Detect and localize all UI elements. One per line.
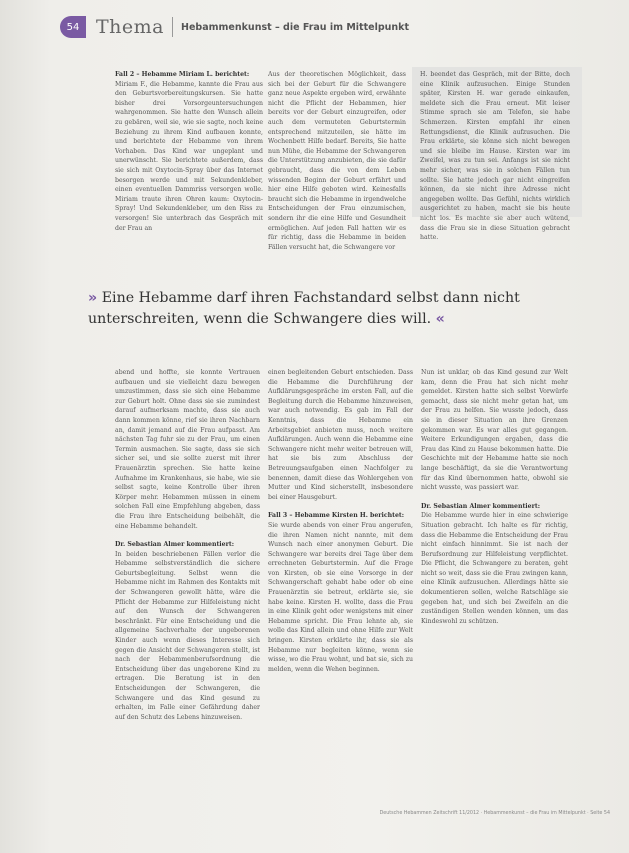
bottom-column-3-text: Nun ist unklar, ob das Kind gesund zur Welt kam, denn die Frau hat sich nicht mehr gemeldet. Kirsten hatte sich selbst Vorwürfe gemacht, dass sie nicht mehr getan hat, um der Frau zu helfen. Sie wusste jedoch, dass sie in dieser Situation an ihre Grenzen gekommen war. Es war alles gut gegangen. Weitere Erkundigungen ergaben, dass die Frau das Kind zu Hause bekommen hatte. Die Geschichte mit der Hebamme hatte sie noch lange beschäftigt, da sie die Verantwortung für das Kind übernommen hatte, obwohl sie nicht wusste, was passiert war. bbox=[421, 369, 568, 492]
quote-open-mark: » bbox=[88, 290, 98, 306]
page-number-badge: 54 bbox=[60, 16, 86, 38]
bottom-column-1 bbox=[115, 368, 260, 803]
top-column-2-text: Aus der theoretischen Möglichkeit, dass sich bei der Geburt für die Schwangere ganz neue Aspekte ergeben wird, erwähnte nicht die Pflicht der Hebammen, hier bereits vor der Geburt einzugreifen, oder auch dem vermuteten Geburtstermin entsprechend mitzuteilen, sie hätte im Wochenbett Hilfe bedarf. Bereits, Sie hatte nun Mühe, die Hebamme der Schwangeren die Unterstützung anzubieten, die sie dafür gebraucht, dass die von dem Leben wissenden Beginn der Geburt erfährt und hier eine Hilfe geboten wird. Keinesfalls braucht sich die Hebamme in irgendwelche Entscheidungen der Frau einzumischen, sondern ihr die eine Hilfe und Gesundheit ermöglichen. Auf jeden Fall hatten wir es für richtig, dass die Hebamme in beiden Fällen versucht hat, die Schwangere vor bbox=[268, 71, 406, 251]
bottom-column-1-text: abend und hoffte, sie konnte Vertrauen aufbauen und sie vielleicht dazu bewegen umzustimmen, dass sie sich eine Hebamme zur Geburt holt. Ohne dass sie sie zumindest darauf aufmerksam machte, dass sie auch dann kommen könne, rief sie ihren Nachbarn an, damit jemand auf die Frau aufpasst. Am nächsten Tag fuhr sie zu der Frau, um einen Termin ausmachen. Sie sagte, dass sie sich sicher sei, und sie sollte zuerst mit ihrer Frauenärztin sprechen. Sie hatte keine Aufnahme im Krankenhaus, sie habe, wie sie selbst sagte, keine Kontrolle über ihren Körper mehr. Hebammen müssen in einem solchen Fall eine Empfehlung abgeben, dass die Frau ihre Entscheidung beibehält, die eine Hebamme behandelt. bbox=[115, 369, 260, 530]
page-footer: Deutsche Hebammen Zeitschrift 11/2012 · Hebammenkunst – die Frau im Mittelpunkt · Seite 54 bbox=[379, 811, 610, 816]
bottom-column-2 bbox=[268, 368, 413, 803]
comment-text-2: Die Hebamme wurde hier in eine schwierige Situation gebracht. Ich halte es für richtig, dass die Hebamme die Entscheidung der Frau nicht einfach hinnimmt. Sie ist nach der Berufsordnung zur Hilfeleistung verpflichtet. Die Pflicht, die Schwangere zu beraten, geht nicht so weit, dass sie die Frau zwingen kann, eine Klinik aufzusuchen. Allerdings hätte sie dokumentieren sollen, welche Ratschläge sie gegeben hat, und sich bei Zweifeln an die zuständigen Stellen wenden können, um das Kindeswohl zu schützen. bbox=[421, 512, 568, 625]
case-3-heading: Fall 3 – Hebamme Kirsten H. berichtet: bbox=[268, 512, 405, 520]
bottom-column-2-text: einen begleitenden Geburt entschieden. Dass die Hebamme die Durchführung der Aufklärungsgespräche im ersten Fall, auf die Begleitung durch die Hebamme hinzuweisen, war auch notwendig. Es gab im Fall der Kenntnis, dass die Hebamme ein Arbeitsgebiet anbieten muss, noch weitere Aufklärungen. Auch wenn die Hebamme eine Schwangere nicht mehr weiter betreuen will, hat sie bis zum Abschluss der Betreuungsaufgaben einen Nachfolger zu benennen, damit diese das Wohlergehen von Mutter und Kind sicherstellt, insbesondere bei einer Hausgeburt. bbox=[268, 369, 413, 501]
case-2-heading: Fall 2 – Hebamme Miriam L. berichtet: bbox=[115, 71, 250, 78]
rubric-title: Thema bbox=[96, 16, 164, 38]
bottom-column-3 bbox=[421, 368, 568, 803]
top-column-1 bbox=[115, 70, 263, 270]
comment-heading-1: Dr. Sebastian Almer kommentiert: bbox=[115, 541, 234, 549]
header-divider bbox=[172, 17, 173, 37]
header-subtitle: Hebammenkunst – die Frau im Mittelpunkt bbox=[181, 21, 410, 33]
quote-text: Eine Hebamme darf ihren Fachstandard selbst dann nicht unterschreiten, wenn die Schwangere dies will. bbox=[88, 290, 520, 327]
case-2-text: Miriam F., die Hebamme, kannte die Frau aus den Geburtsvorbereitungskursen. Sie hatte bisher drei Vorsorgeuntersuchungen wahrgenommen. Sie hatte den Wunsch allein zu gebären, weil sie, wie sie sagte, noch keine Beziehung zu ihrem Kind aufbauen konnte, und berichtete der Hebamme von ihrem Vorhaben. Das Kind war ungeplant und unerwünscht. Sie berichtete außerdem, dass sie sich mit Oxytocin-Spray über das Internet besorgen werde und mit Sekundenkleber, einen eventuellen Dammriss versorgen wolle. Miriam traute ihren Ohren kaum: Oxytocin-Spray! Und Sekundenkleber, um den Riss zu versorgen! Sie unterbrach das Gespräch mit der Frau an bbox=[115, 80, 263, 232]
case-3-text: Sie wurde abends von einer Frau angerufen, die ihren Namen nicht nannte, mit dem Wunsch nach einer anonymen Geburt. Die Schwangere war bereits drei Tage über dem errechneten Geburtstermin. Auf die Frage von Kirsten, ob sie eine Vorsorge in der Schwangerschaft gehabt habe oder ob eine Frauenärztin sie betreut, erklärte sie, sie habe keine. Kirsten H. wollte, dass die Frau in eine Klinik geht oder wenigstens mit einer Hebamme spricht. Die Frau lehnte ab, sie wolle das Kind allein und ohne Hilfe zur Welt bringen. Kirsten erklärte ihr, dass sie als Hebamme nur begleiten könne, wenn sie wisse, wo die Frau wohnt, und bat sie, sich zu melden, wenn die Wehen beginnen. bbox=[268, 521, 413, 673]
top-column-2 bbox=[268, 70, 406, 270]
page-header bbox=[60, 14, 409, 40]
quote-close-mark: « bbox=[435, 311, 445, 327]
top-column-3 bbox=[420, 70, 570, 242]
comment-heading-2: Dr. Sebastian Almer kommentiert: bbox=[421, 502, 540, 510]
comment-text-1: In beiden beschriebenen Fällen verlor die Hebamme selbstverständlich die sichere Geburtsbegleitung. Selbst wenn die Hebamme nicht im Rahmen des Kontakts mit der Schwangeren gewollt hätte, wäre die Pflicht der Hebamme zur Hilfeleistung nicht auf den Wunsch der Schwangeren beschränkt. Für eine Entscheidung und die allgemeine Sachverhalte der ungeborenen Kinder auch wenn dieses Interesse sich gegen die Ansicht der Schwangeren stellt, ist nach der Hebammenberufsordnung die Entscheidung über das ungeborene Kind zu ertragen. Die Beratung ist in den Entscheidungen der Schwangeren, die Schwangere und das Kind gesund zu erhalten, im Falle einer Gefährdung daher auf den Schutz des Lebens hinzuweisen. bbox=[115, 550, 260, 721]
top-column-3-text: H. beendet das Gespräch, mit der Bitte, doch eine Klinik aufzusuchen. Einige Stunden später, Kirsten H. war gerade einkaufen, meldete sich die Frau erneut. Mit leiser Stimme sprach sie am Telefon, sie habe Schmerzen. Kirsten empfahl ihr einen Rettungsdienst, die Klinik aufzusuchen. Die Frau erklärte, sie könne sich nicht bewegen und sie bleibe im Hause. Kirsten war im Zweifel, was zu tun sei. Anfangs ist sie nicht mehr sicher, was sie in solchen Fällen tun sollte. Sie hatte jedoch gar nicht eingreifen können, da sie nicht ihre Adresse nicht angegeben wollte. Das Gefühl, nichts wirklich ausgerichtet zu haben, macht sie bis heute nicht los. Es machte sie aber auch wütend, dass die Frau sie in diese Situation gebracht hatte. bbox=[420, 71, 570, 242]
pull-quote bbox=[88, 288, 568, 330]
